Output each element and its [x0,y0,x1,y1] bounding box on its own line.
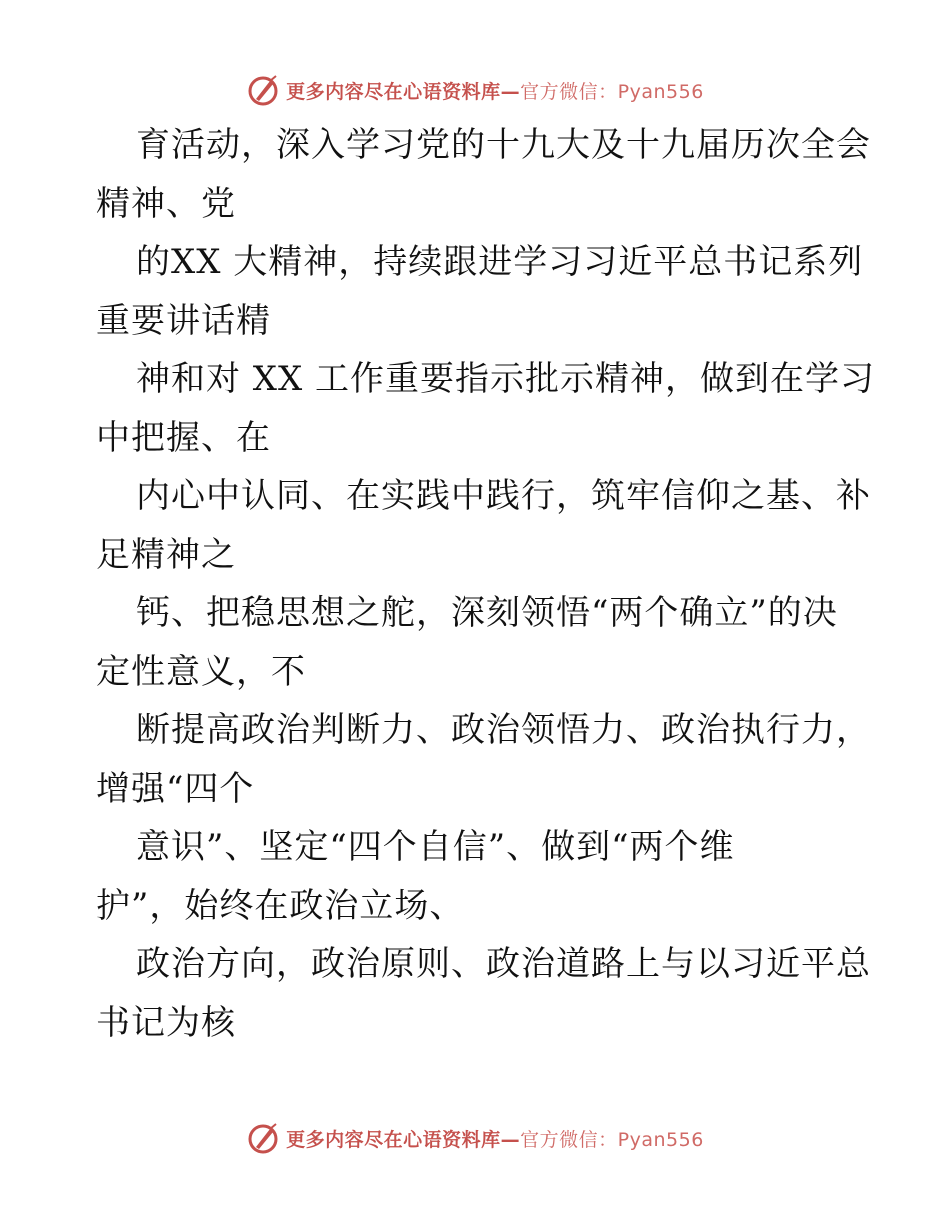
text-line: 政治方向，政治原则、政治道路上与以习近平总 [136,944,871,984]
document-body [96,116,876,1052]
text-line: 重要讲话精 [96,300,271,341]
text-line: 意识”、坚定“四个自信”、做到“两个维 [136,827,735,867]
text-line: 足精神之 [96,534,236,575]
text-line: 神和对 XX 工作重要指示批示精神，做到在学习 [136,359,876,399]
footer-watermark [0,1118,950,1158]
text-line: 中把握、在 [96,417,271,458]
watermark-text: 更多内容尽在心语资料库—官方微信：Pyan556 [286,1128,704,1151]
text-line: 断提高政治判断力、政治领悟力、政治执行力， [136,710,871,750]
watermark-text: 更多内容尽在心语资料库—官方微信：Pyan556 [286,80,704,103]
quill-logo-icon [246,73,280,107]
text-line: 的XX 大精神，持续跟进学习习近平总书记系列 [136,242,864,282]
text-line: 育活动，深入学习党的十九大及十九届历次全会 [136,125,871,165]
text-line: 精神、党 [96,183,236,224]
quill-logo-icon [246,1121,280,1155]
text-line: 增强“四个 [96,768,255,809]
text-line: 护”，始终在政治立场、 [96,885,465,926]
text-line: 内心中认同、在实践中践行，筑牢信仰之基、补 [136,476,871,516]
text-line: 书记为核 [96,1002,236,1043]
text-line: 定性意义，不 [96,651,306,692]
text-line: 钙、把稳思想之舵，深刻领悟“两个确立”的决 [136,593,838,633]
header-watermark [0,70,950,110]
